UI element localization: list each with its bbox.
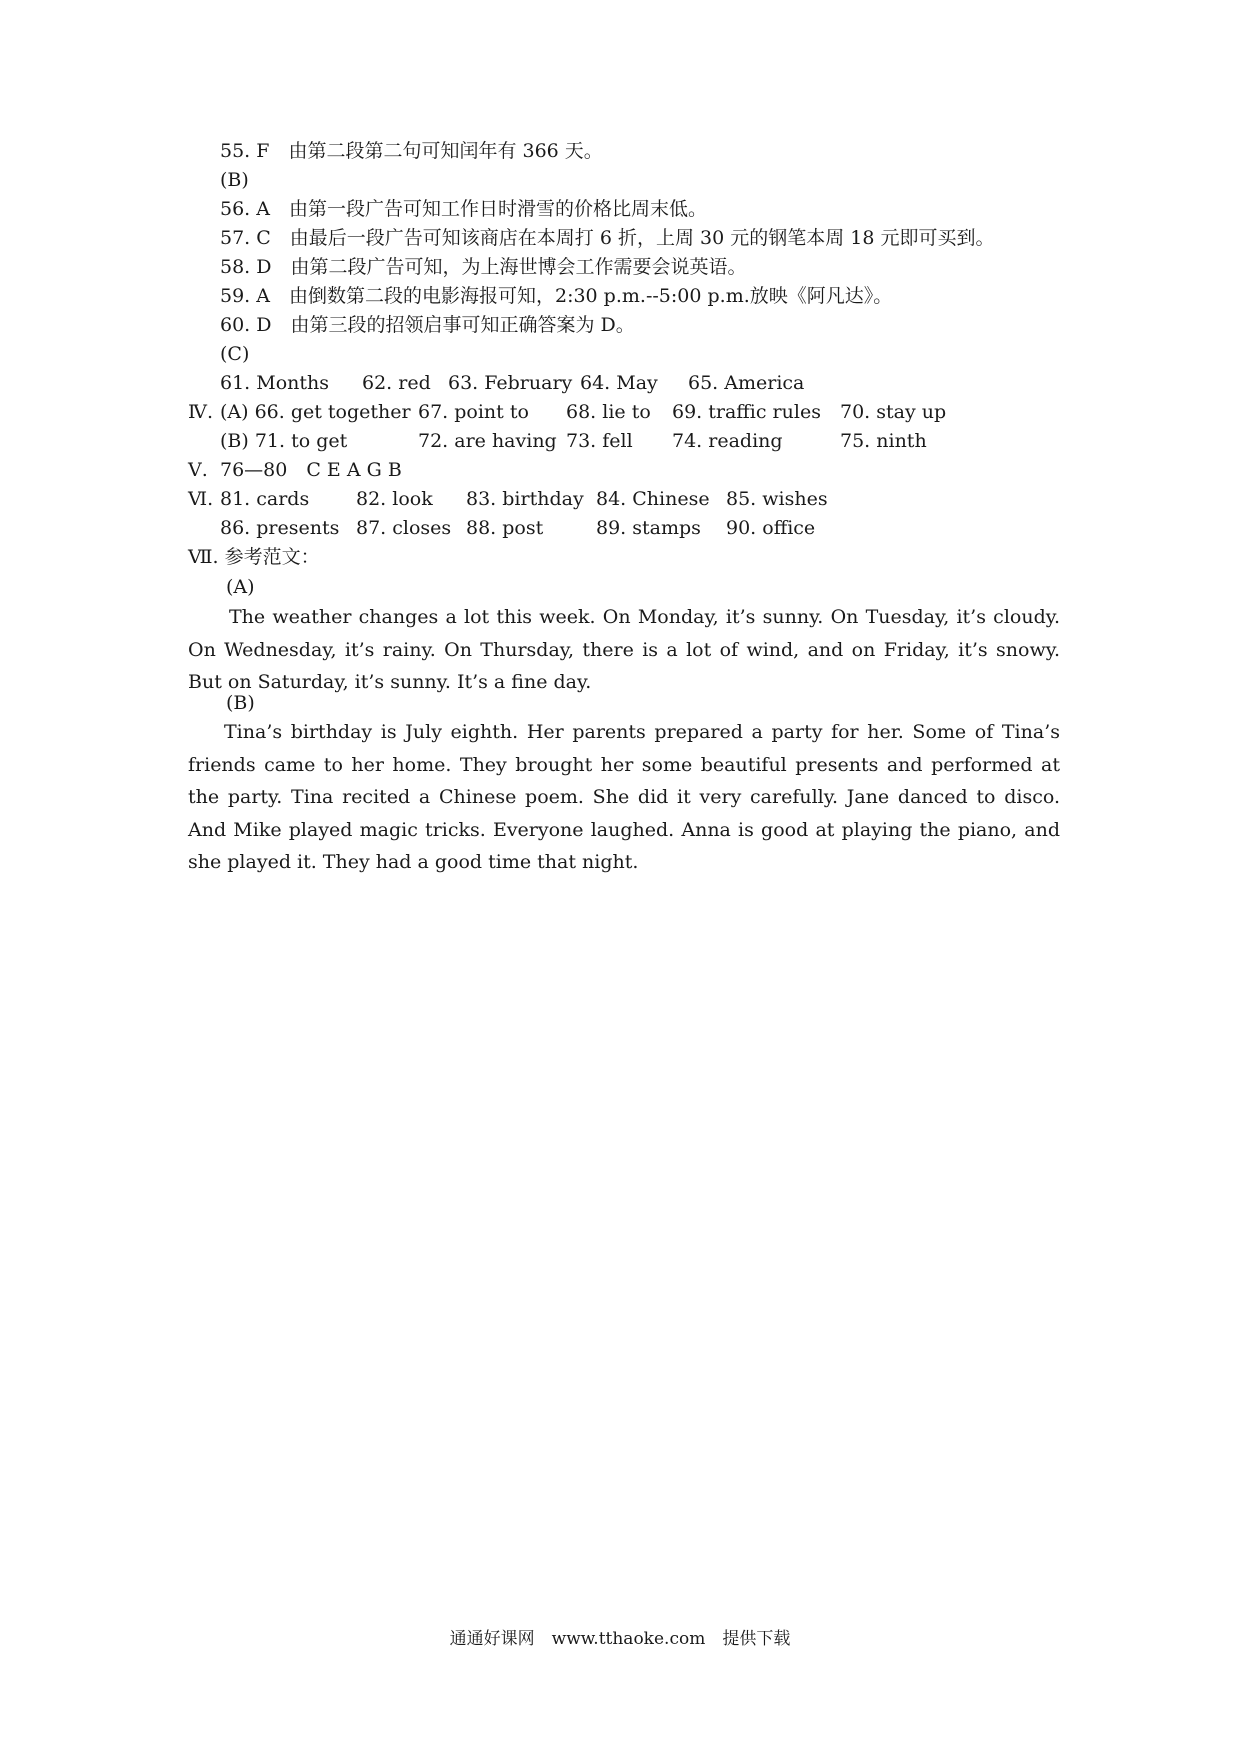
section-vi-label: Ⅵ. [188, 488, 214, 510]
answer-87: 87. closes [356, 517, 452, 539]
answer-63: 63. February [448, 372, 573, 394]
answer-64: 64. May [580, 372, 658, 394]
answer-84: 84. Chinese [596, 488, 710, 510]
answer-60: 60. D 由第三段的招领启事可知正确答案为 D。 [220, 314, 635, 336]
answer-86: 86. presents [220, 517, 340, 539]
answer-85: 85. wishes [726, 488, 828, 510]
answer-59: 59. A 由倒数第二段的电影海报可知，2:30 p.m.--5:00 p.m.放映《阿凡达》。 [220, 285, 893, 307]
answer-73: 73. fell [566, 430, 633, 452]
answer-66: (A) 66. get together [220, 401, 411, 423]
answer-61: 61. Months [220, 372, 330, 394]
answer-89: 89. stamps [596, 517, 701, 539]
section-iv-label: Ⅳ. [188, 401, 214, 423]
answer-82: 82. look [356, 488, 433, 510]
essay-b-label: (B) [226, 692, 255, 714]
answer-88: 88. post [466, 517, 544, 539]
essay-a: The weather changes a lot this week. On Monday, it’s sunny. On Tuesday, it’s cloudy. On Wednesday, it’s rainy. On Thursday, there is a lot of wind, and on Friday, it’s snowy. But on Saturday, it’s sunny. It’s a fine day. [188, 606, 1060, 693]
section-b-label: (B) [220, 169, 249, 191]
answer-70: 70. stay up [840, 401, 947, 423]
answer-65: 65. America [688, 372, 805, 394]
answer-68: 68. lie to [566, 401, 651, 423]
answer-72: 72. are having [418, 430, 557, 452]
answer-62: 62. red [362, 372, 431, 394]
answer-57: 57. C 由最后一段广告可知该商店在本周打 6 折，上周 30 元的钢笔本周 18 元即可买到。 [220, 227, 995, 249]
answer-56: 56. A 由第一段广告可知工作日时滑雪的价格比周末低。 [220, 198, 707, 220]
answer-74: 74. reading [672, 430, 783, 452]
answer-83: 83. birthday [466, 488, 584, 510]
answer-67: 67. point to [418, 401, 529, 423]
answer-90: 90. office [726, 517, 816, 539]
section-vii-label: Ⅶ. 参考范文： [188, 546, 320, 568]
answer-58: 58. D 由第二段广告可知，为上海世博会工作需要会说英语。 [220, 256, 747, 278]
answer-69: 69. traffic rules [672, 401, 821, 423]
answer-81: 81. cards [220, 488, 310, 510]
essay-a-label: (A) [226, 576, 255, 598]
answer-71: (B) 71. to get [220, 430, 348, 452]
essay-b: Tina’s birthday is July eighth. Her parents prepared a party for her. Some of Tina’s friends came to her home. They brought her some beautiful presents and performed at the party. Tina recited a Chinese poem. She did it very carefully. Jane danced to disco. And Mike played magic tricks. Everyone laughed. Anna is good at playing the piano, and she played it. They had a good time that night. [188, 721, 1060, 873]
section-v-label: Ⅴ. [188, 459, 208, 481]
answer-75: 75. ninth [840, 430, 927, 452]
section-c-label: (C) [220, 343, 250, 365]
answer-76-80: 76—80 C E A G B [220, 459, 402, 481]
footer-credit: 通通好课网 www.tthaoke.com 提供下载 [449, 1629, 791, 1649]
answer-55: 55. F 由第二段第二句可知闰年有 366 天。 [220, 140, 603, 162]
